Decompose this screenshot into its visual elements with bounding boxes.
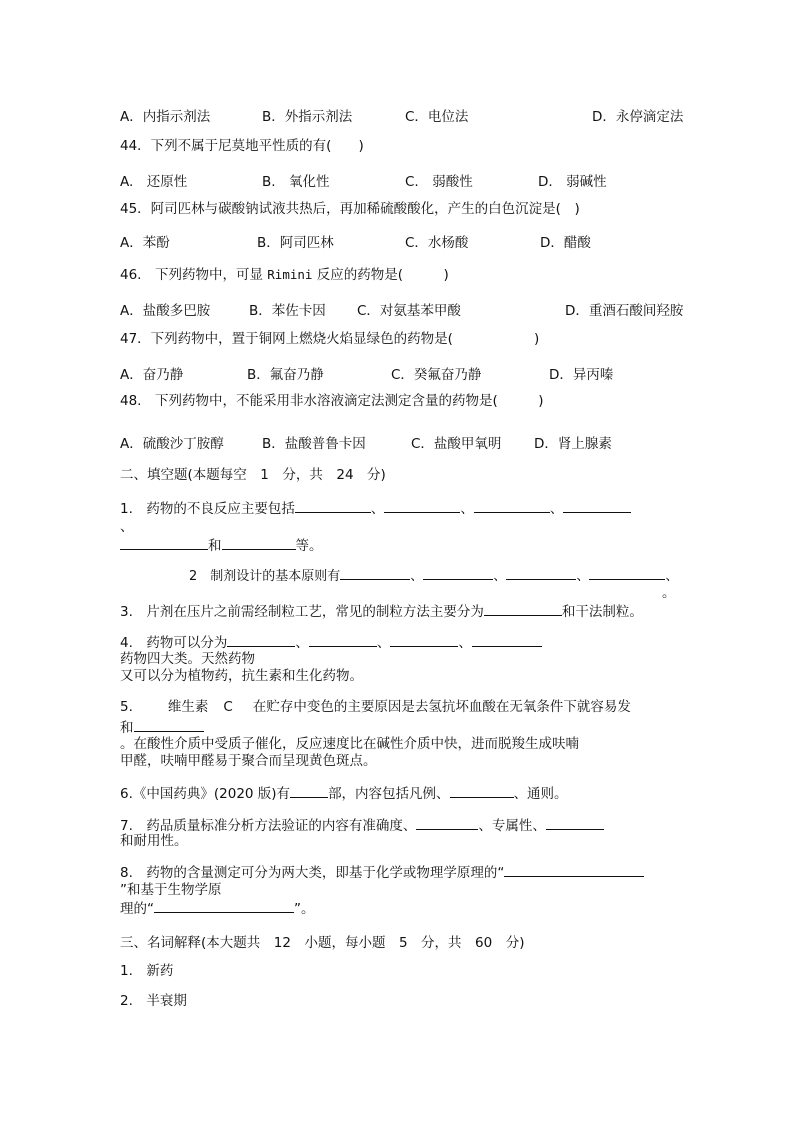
fill-2-blank-3[interactable] bbox=[506, 565, 576, 580]
fill-4-blank-3[interactable] bbox=[390, 632, 458, 647]
q46-stem-term: Rimini bbox=[267, 267, 313, 282]
fill-3-blank-1[interactable] bbox=[484, 601, 562, 616]
fill-6-mid: 部，内容包括凡例、 bbox=[328, 786, 450, 802]
q43-option-c: C．电位法 bbox=[405, 109, 469, 125]
fill-7 bbox=[120, 815, 604, 835]
q47-stem: 47．下列药物中，置于铜网上燃烧火焰显绿色的药物是( ) bbox=[120, 331, 540, 347]
fill-1-sep-1: 、 bbox=[370, 501, 385, 517]
q48-option-c: C．盐酸甲氧明 bbox=[411, 436, 502, 452]
fill-1-sep-3: 、 bbox=[549, 501, 564, 517]
q43-option-d: D．永停滴定法 bbox=[592, 109, 684, 125]
section3-item-2: 2. 半衰期 bbox=[120, 993, 187, 1009]
q46-option-c: C．对氨基苯甲酸 bbox=[357, 303, 461, 319]
fill-2 bbox=[189, 565, 678, 586]
fill-1-line2 bbox=[120, 535, 323, 555]
fill-5-vitamin: 维生素 bbox=[167, 699, 209, 715]
fill-2-period: 。 bbox=[662, 585, 676, 601]
q45-stem: 45．阿司匹林与碳酸钠试液共热后，再加稀硫酸酸化，产生的白色沉淀是( ) bbox=[120, 201, 580, 217]
fill-1-blank-1[interactable] bbox=[295, 498, 371, 513]
fill-3-end: 和干法制粒。 bbox=[561, 604, 643, 620]
q48-option-b: B．盐酸普鲁卡因 bbox=[262, 436, 366, 452]
fill-7-blank-1[interactable] bbox=[416, 815, 478, 830]
fill-2-text: 2 制剂设计的基本原则有 bbox=[189, 569, 341, 584]
q44-stem: 44．下列不属于尼莫地平性质的有( ) bbox=[120, 138, 364, 154]
q46-option-a: A．盐酸多巴胺 bbox=[120, 303, 211, 319]
fill-3-text: 3. 片剂在压片之前需经制粒工艺，常见的制粒方法主要分为 bbox=[120, 604, 484, 620]
q48-stem: 48. 下列药物中，不能采用非水溶液滴定法测定含量的药物是( ) bbox=[120, 393, 544, 409]
fill-1-blank-5[interactable] bbox=[120, 535, 208, 550]
q47-option-a: A．奋乃静 bbox=[120, 367, 184, 383]
fill-8 bbox=[120, 862, 644, 882]
section3-item-1: 1. 新药 bbox=[120, 963, 174, 979]
q44-option-b: B. 氧化性 bbox=[262, 174, 330, 190]
fill-5-c: C bbox=[223, 699, 233, 715]
fill-1-and: 和 bbox=[208, 538, 222, 554]
fill-4-blank-2[interactable] bbox=[309, 632, 377, 647]
fill-1-sep-4: 、 bbox=[120, 519, 134, 535]
q46-option-d: D．重酒石酸间羟胺 bbox=[565, 303, 684, 319]
fill-4-blank-1[interactable] bbox=[227, 632, 295, 647]
fill-1-blank-4[interactable] bbox=[563, 498, 631, 513]
fill-4-line2: 药物四大类。天然药物 bbox=[120, 651, 255, 667]
fill-8-line3 bbox=[120, 898, 315, 918]
fill-5 bbox=[120, 698, 631, 716]
fill-8-line3-pre: 理的“ bbox=[120, 901, 154, 917]
fill-1-blank-3[interactable] bbox=[474, 498, 550, 513]
section3-heading: 三、名词解释(本大题共 12 小题，每小题 5 分，共 60 分) bbox=[120, 935, 525, 951]
fill-5-line4: 甲醛，呋喃甲醛易于聚合而呈现黄色斑点。 bbox=[120, 753, 377, 769]
fill-6 bbox=[120, 783, 568, 803]
fill-6-blank-1[interactable] bbox=[290, 783, 328, 798]
q47-option-c: C．癸氟奋乃静 bbox=[391, 367, 482, 383]
fill-1-sep-2: 、 bbox=[460, 501, 474, 517]
q43-option-b: B．外指示剂法 bbox=[262, 109, 353, 125]
q46-stem-pre: 46. 下列药物中，可显 bbox=[120, 267, 268, 283]
fill-2-blank-1[interactable] bbox=[340, 565, 410, 580]
fill-8-line3-post: ”。 bbox=[294, 901, 315, 917]
q44-option-d: D. 弱碱性 bbox=[538, 174, 607, 190]
fill-4-sep-3: 、 bbox=[458, 635, 472, 651]
fill-8-text: 8. 药物的含量测定可分为两大类，即基于化学或物理学原理的“ bbox=[120, 865, 505, 881]
fill-7-line2: 和耐用性。 bbox=[120, 833, 188, 849]
fill-4-sep-1: 、 bbox=[295, 635, 309, 651]
q47-option-b: B．氟奋乃静 bbox=[247, 367, 324, 383]
q45-option-c: C．水杨酸 bbox=[405, 235, 469, 251]
q46-stem bbox=[120, 266, 449, 284]
fill-1 bbox=[120, 498, 631, 518]
fill-6-text: 6.《中国药典》(2020 版)有 bbox=[120, 786, 291, 802]
fill-2-sep-1: 、 bbox=[410, 569, 424, 584]
fill-8-line2: ”和基于生物学原 bbox=[120, 882, 222, 898]
fill-5-blank-1[interactable] bbox=[134, 717, 204, 732]
fill-8-blank-1[interactable] bbox=[504, 862, 644, 877]
fill-2-sep-3: 、 bbox=[576, 569, 590, 584]
fill-5-and: 和 bbox=[120, 720, 134, 736]
q46-stem-post: 反应的药物是( ) bbox=[312, 267, 449, 283]
fill-7-blank-2[interactable] bbox=[546, 815, 604, 830]
fill-8-blank-2[interactable] bbox=[154, 898, 294, 913]
fill-5-line2 bbox=[120, 717, 204, 737]
fill-7-mid: 、专属性、 bbox=[478, 818, 546, 834]
fill-2-blank-2[interactable] bbox=[423, 565, 493, 580]
q48-option-d: D．肾上腺素 bbox=[534, 436, 612, 452]
fill-7-text: 7. 药品质量标准分析方法验证的内容有准确度、 bbox=[120, 818, 417, 834]
section2-heading: 二、填空题(本题每空 1 分，共 24 分) bbox=[120, 467, 386, 483]
fill-1-end: 等。 bbox=[295, 538, 323, 554]
fill-1-blank-2[interactable] bbox=[384, 498, 460, 513]
fill-4 bbox=[120, 632, 542, 652]
fill-5-text: 在贮存中变色的主要原因是去氢抗坏血酸在无氧条件下就容易发 bbox=[252, 699, 631, 715]
fill-5-line3: 。在酸性介质中受质子催化，反应速度比在碱性介质中快，进而脱羧生成呋喃 bbox=[120, 736, 579, 752]
fill-4-sep-2: 、 bbox=[376, 635, 391, 651]
fill-5-num: 5. bbox=[120, 699, 133, 715]
fill-2-sep-4: 、 bbox=[665, 569, 679, 584]
q45-option-a: A．苯酚 bbox=[120, 235, 170, 251]
q45-option-d: D．醋酸 bbox=[540, 235, 591, 251]
fill-2-sep-2: 、 bbox=[493, 569, 507, 584]
fill-6-blank-2[interactable] bbox=[450, 783, 514, 798]
q45-option-b: B．阿司匹林 bbox=[257, 235, 334, 251]
q43-option-a: A．内指示剂法 bbox=[120, 109, 211, 125]
q44-option-c: C. 弱酸性 bbox=[405, 174, 473, 190]
fill-1-blank-6[interactable] bbox=[222, 535, 296, 550]
q44-option-a: A. 还原性 bbox=[120, 174, 188, 190]
q48-option-a: A．硫酸沙丁胺醇 bbox=[120, 436, 224, 452]
fill-3 bbox=[120, 601, 643, 621]
fill-2-blank-4[interactable] bbox=[589, 565, 665, 580]
fill-4-blank-4[interactable] bbox=[472, 632, 542, 647]
fill-4-text: 4. 药物可以分为 bbox=[120, 635, 228, 651]
fill-1-text: 1. 药物的不良反应主要包括 bbox=[120, 501, 295, 517]
fill-6-end: 、通则。 bbox=[513, 786, 568, 802]
fill-4-line3: 又可以分为植物药，抗生素和生化药物。 bbox=[120, 668, 363, 684]
q47-option-d: D．异丙嗪 bbox=[549, 367, 614, 383]
q46-option-b: B．苯佐卡因 bbox=[249, 303, 326, 319]
